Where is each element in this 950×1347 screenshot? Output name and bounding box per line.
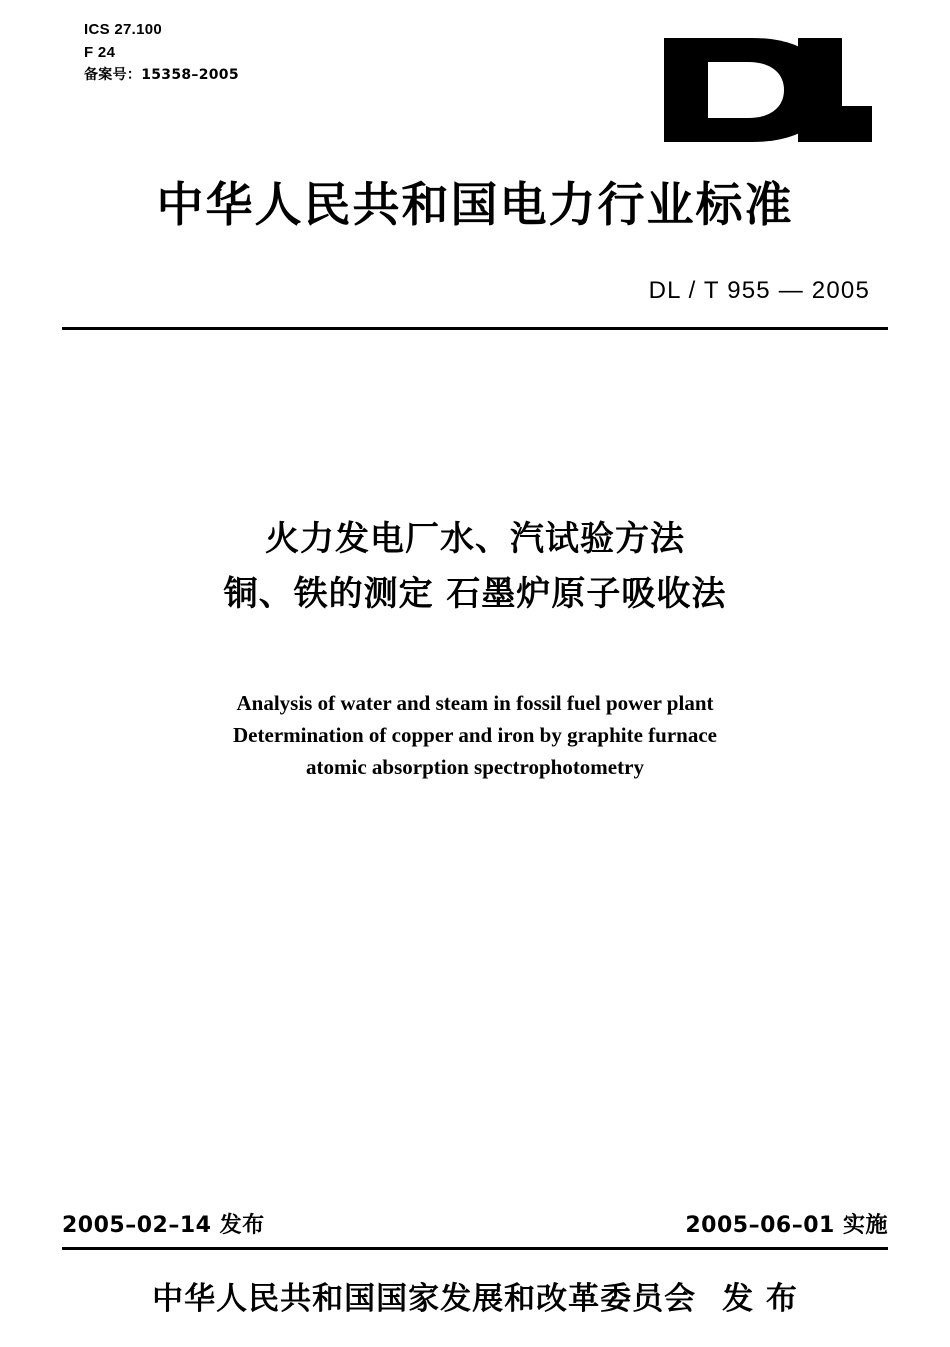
ics-code: ICS 27.100	[84, 21, 163, 38]
standard-number: DL / T 955 — 2005	[648, 277, 870, 304]
publisher-suffix: 发 布	[722, 1281, 798, 1317]
title-en-line-1: Analysis of water and steam in fossil fuel power plant	[236, 691, 714, 715]
classification-code: F 24	[84, 44, 116, 62]
standard-header-cn: 中华人民共和国电力行业标准	[156, 178, 794, 233]
publisher-name: 中华人民共和国国家发展和改革委员会	[152, 1281, 697, 1317]
dl-logo	[660, 36, 872, 144]
title-chinese	[0, 512, 950, 622]
document-codes	[84, 18, 239, 86]
title-english	[0, 688, 950, 784]
title-cn-line-2: 铜、铁的测定 石墨炉原子吸收法	[223, 574, 727, 615]
issue-date: 2005–02–14 发布	[62, 1213, 265, 1238]
effective-date: 2005–06–01 实施	[685, 1213, 888, 1238]
divider-top	[62, 327, 888, 330]
divider-bottom	[62, 1247, 888, 1250]
title-cn-line-1: 火力发电厂水、汽试验方法	[265, 519, 685, 559]
record-number: 备案号：15358–2005	[84, 66, 239, 83]
title-en-line-3: atomic absorption spectrophotometry	[306, 754, 644, 779]
publisher-line	[0, 1273, 950, 1318]
title-en-line-2: Determination of copper and iron by graphite furnace	[233, 722, 717, 747]
